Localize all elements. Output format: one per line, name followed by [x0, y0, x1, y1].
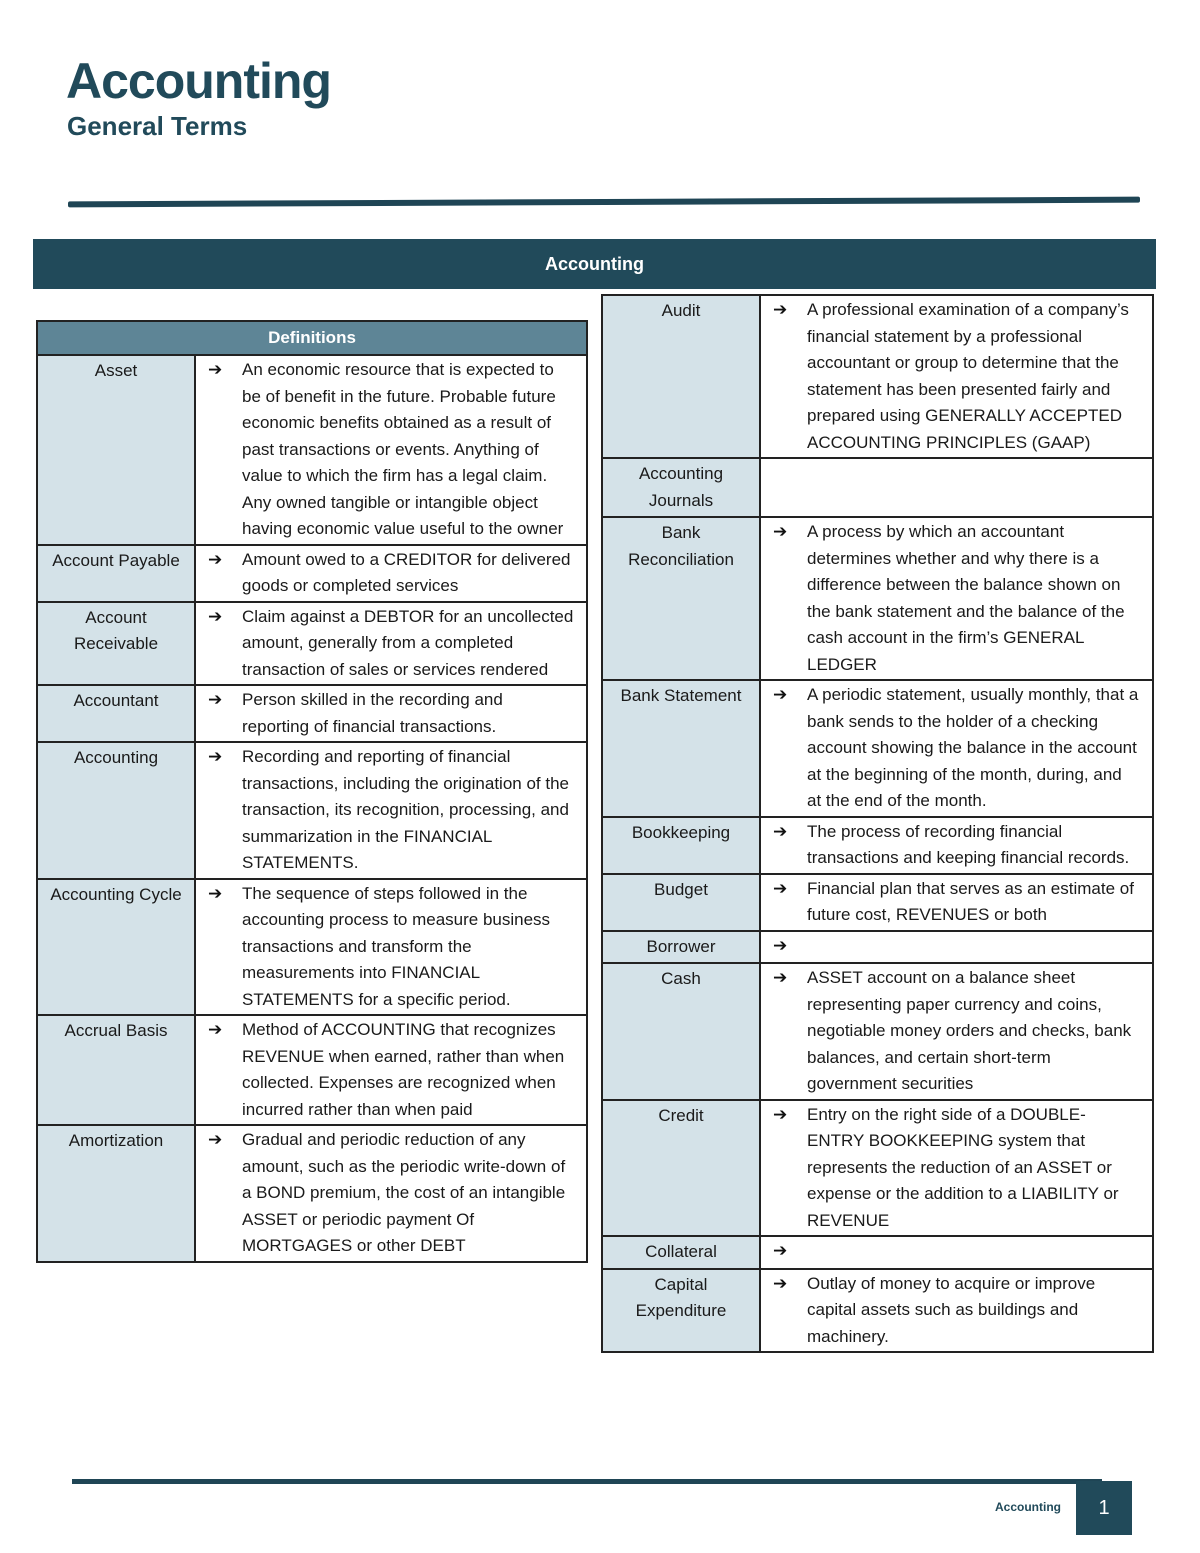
arrow-icon: ➔ [208, 690, 223, 709]
definition-cell [195, 355, 587, 545]
definition-row [602, 1236, 1153, 1269]
definition-cell [760, 817, 1153, 874]
definition-row [37, 545, 587, 602]
arrow-icon: ➔ [773, 522, 788, 541]
term-cell: Collateral [602, 1236, 760, 1269]
arrow-icon: ➔ [208, 549, 223, 569]
term-cell: Credit [602, 1100, 760, 1237]
definition-text: Person skilled in the recording and reporting of financial transactions. [242, 690, 503, 736]
arrow-icon: ➔ [773, 685, 788, 704]
definition-cell [195, 742, 587, 879]
definition-row [602, 517, 1153, 680]
definition-row [37, 685, 587, 742]
term-cell: Account Payable [37, 545, 195, 602]
term-cell: Cash [602, 963, 760, 1100]
term-cell: Amortization [37, 1125, 195, 1262]
definition-cell [195, 685, 587, 742]
definition-text: A process by which an accountant determines whether and why there is a difference between the balance shown on the bank statement and the balance of the cash account in the firm’s GENERAL LEDGER [807, 522, 1125, 674]
definition-cell [760, 680, 1153, 817]
arrow-icon: ➔ [773, 1273, 788, 1293]
definition-row [602, 458, 1153, 517]
definition-row [602, 1269, 1153, 1353]
definition-cell [760, 1100, 1153, 1237]
definition-cell [760, 458, 1153, 517]
arrow-icon: ➔ [208, 606, 223, 626]
definition-row [37, 1125, 587, 1262]
term-cell: Bank Statement [602, 680, 760, 817]
term-cell: Accounting [37, 742, 195, 879]
definition-row [602, 963, 1153, 1100]
definition-cell [760, 517, 1153, 680]
page-number: 1 [1076, 1481, 1132, 1535]
arrow-icon: ➔ [773, 935, 788, 955]
term-cell: Accountant [37, 685, 195, 742]
definition-cell [195, 1125, 587, 1262]
arrow-icon: ➔ [208, 747, 223, 766]
definition-row [602, 295, 1153, 458]
definition-cell [760, 874, 1153, 931]
arrow-icon: ➔ [773, 821, 788, 841]
definition-row [602, 931, 1153, 964]
definition-text: ASSET account on a balance sheet representing paper currency and coins, negotiable money orders and checks, bank balances, and certain short-term government securities [807, 968, 1132, 1093]
term-cell: Borrower [602, 931, 760, 964]
definition-text: Financial plan that serves as an estimate of future cost, REVENUES or both [807, 878, 1134, 924]
term-cell: Bookkeeping [602, 817, 760, 874]
arrow-icon: ➔ [773, 1241, 788, 1260]
definition-cell [195, 545, 587, 602]
definition-cell [760, 1236, 1153, 1269]
footer-label: Accounting [995, 1500, 1061, 1514]
term-cell: Capital Expenditure [602, 1269, 760, 1353]
definition-cell [760, 1269, 1153, 1353]
definitions-table-right [601, 294, 1154, 1353]
arrow-icon: ➔ [208, 1020, 223, 1039]
arrow-icon: ➔ [208, 360, 223, 379]
definition-text: Entry on the right side of a DOUBLE-ENTRY BOOKKEEPING system that represents the reduction of an ASSET or expense or the addition to a LIABILITY or REVENUE [807, 1104, 1119, 1230]
definition-text: Method of ACCOUNTING that recognizes REVENUE when earned, rather than when collected. Expenses are recognized when incurred rather than when paid [242, 1020, 565, 1119]
definition-text: Recording and reporting of financial transactions, including the origination of the transaction, its recognition, processing, and summarization in the FINANCIAL STATEMENTS. [242, 747, 569, 872]
definition-cell [195, 1015, 587, 1125]
footer-divider [72, 1479, 1102, 1484]
definition-row [602, 817, 1153, 874]
section-banner: Accounting [33, 239, 1156, 289]
arrow-icon: ➔ [773, 968, 788, 987]
definition-row [602, 680, 1153, 817]
definition-row [37, 602, 587, 686]
definitions-header: Definitions [37, 321, 587, 355]
definition-text [807, 1238, 1140, 1265]
term-cell: Accrual Basis [37, 1015, 195, 1125]
definition-text: An economic resource that is expected to be of benefit in the future. Probable future economic benefits obtained as a result of past transactions or events. Anything of value to which the firm has a legal claim. Any owned tangible or intangible object having economic value useful to the owner [242, 360, 564, 538]
header-divider [68, 197, 1140, 208]
definitions-table-left [36, 320, 588, 1263]
definition-text: The process of recording financial transactions and keeping financial records. [807, 821, 1130, 867]
definition-cell [195, 879, 587, 1016]
definition-cell [760, 931, 1153, 964]
definition-text: Outlay of money to acquire or improve capital assets such as buildings and machinery. [807, 1273, 1096, 1346]
term-cell: Accounting Cycle [37, 879, 195, 1016]
arrow-icon: ➔ [208, 1130, 223, 1149]
definition-text: Gradual and periodic reduction of any amount, such as the periodic write-down of a BOND premium, the cost of an intangible ASSET or periodic payment Of MORTGAGES or other DEBT [242, 1130, 566, 1255]
arrow-icon: ➔ [208, 883, 223, 903]
definition-row [37, 742, 587, 879]
definition-row [602, 1100, 1153, 1237]
term-cell: Audit [602, 295, 760, 458]
definition-text: A professional examination of a company’s financial statement by a professional accountant or group to determine that the statement has been presented fairly and prepared using GENERALLY ACCEPTED ACCOUNTING PRINCIPLES (GAAP) [807, 300, 1129, 452]
definition-row [37, 355, 587, 545]
definition-text: Claim against a DEBTOR for an uncollected amount, generally from a completed transaction of sales or services rendered [242, 606, 574, 679]
definition-cell [760, 295, 1153, 458]
term-cell: Budget [602, 874, 760, 931]
definition-text: A periodic statement, usually monthly, that a bank sends to the holder of a checking account showing the balance in the account at the beginning of the month, during, and at the end of the month. [807, 685, 1139, 810]
arrow-icon: ➔ [773, 300, 788, 319]
term-cell: Accounting Journals [602, 458, 760, 517]
definition-cell [760, 963, 1153, 1100]
definition-text: Amount owed to a CREDITOR for delivered goods or completed services [242, 549, 571, 595]
term-cell: Asset [37, 355, 195, 545]
arrow-icon: ➔ [773, 878, 788, 898]
term-cell: Account Receivable [37, 602, 195, 686]
definition-text [807, 933, 1140, 960]
definition-text: The sequence of steps followed in the accounting process to measure business transactions and transform the measurements into FINANCIAL STATEMENTS for a specific period. [242, 883, 551, 1009]
page-subtitle: General Terms [67, 111, 248, 141]
term-cell: Bank Reconciliation [602, 517, 760, 680]
arrow-icon: ➔ [773, 1104, 788, 1124]
definition-cell [195, 602, 587, 686]
definition-row [37, 879, 587, 1016]
page-title: Accounting [66, 53, 331, 109]
definition-row [37, 1015, 587, 1125]
definition-row [602, 874, 1153, 931]
